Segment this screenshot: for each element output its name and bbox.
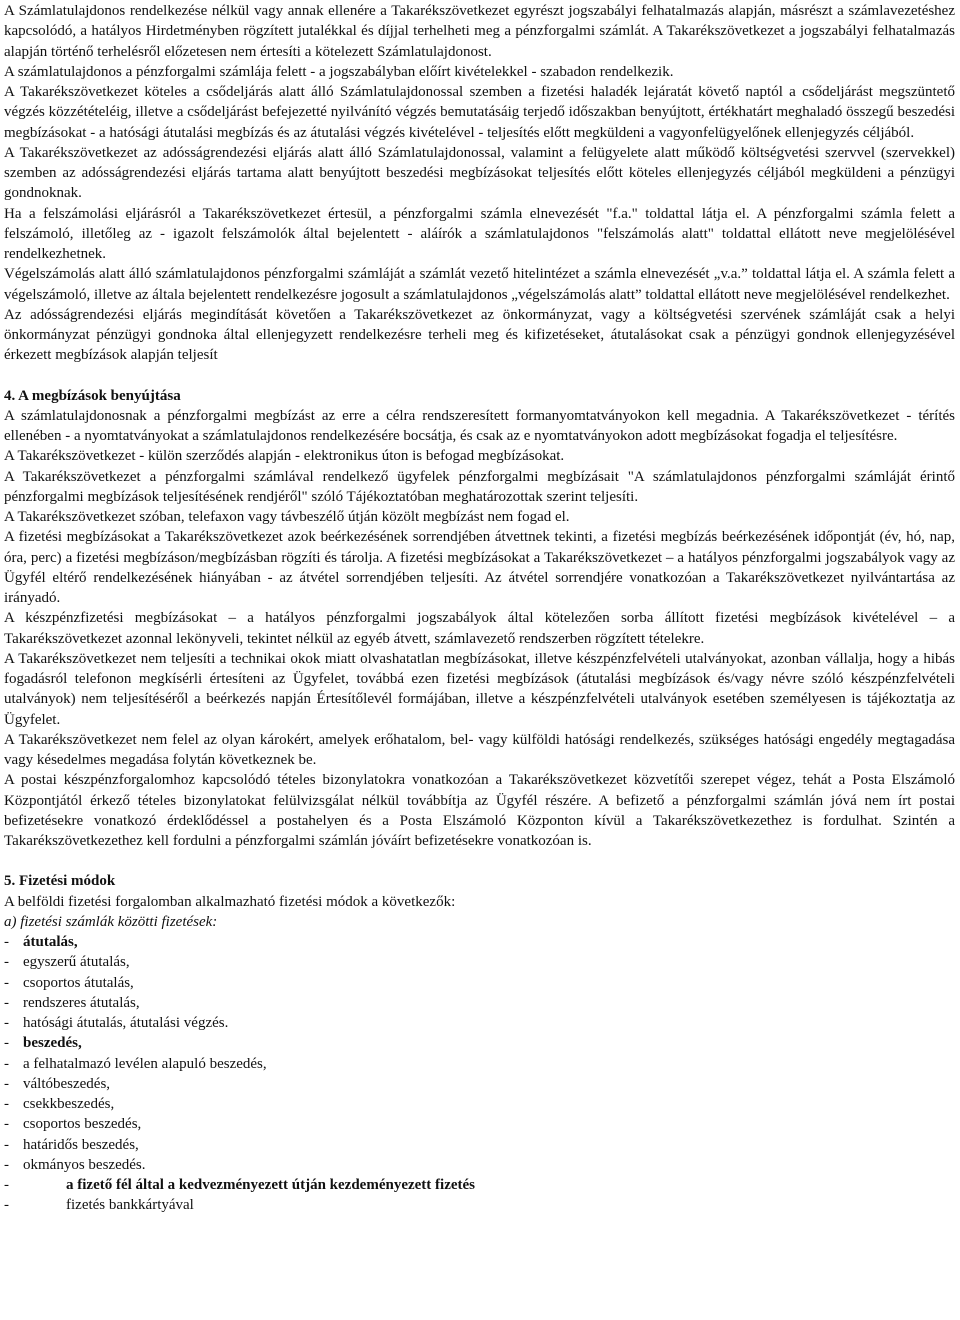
paragraph: A postai készpénzforgalomhoz kapcsolódó tételes bizonylatokra vonatkozóan a Takarékszövetkezet közvetítői szerepet végez, tehát a Posta Elszámoló Központjától érkező tételes bizonylatokat felülvizsgálat nélkül továbbítja az Ügyfél részére. A befizető a pénzforgalmi számlán jóvá nem írt postai befizetésekre vonatkozó érdeklődéssel a postahelyen és a Posta Elszámoló Központon kívül a Takarékszövetkezethez is fordulhat. Szintén a Takarékszövetkezethez kell fordulni a pénzforgalmi számlán jóváírt befizetésekre vonatkozóan is. [4, 772, 955, 849]
list-item [4, 932, 955, 952]
list-item [4, 993, 955, 1013]
list-item [4, 1013, 955, 1033]
payment-methods-list [4, 932, 955, 1216]
section4-body [4, 406, 955, 852]
dash-marker: - [4, 1197, 9, 1214]
paragraph: A Takarékszövetkezet az adósságrendezési eljárás alatt álló Számlatulajdonossal, valamint a felügyelete alatt működő költségvetési szervvel (szervekkel) szemben az adósságrendezési eljárás tartama alatt benyújtott beszedési megbízásokat teljesítés előtt köteles ellenjegyzés céljából megküldeni a pénzügyi gondnoknak. [4, 144, 955, 202]
dash-marker: - [4, 1116, 9, 1133]
list-item [4, 973, 955, 993]
list-item-text: okmányos beszedés. [23, 1156, 146, 1173]
dash-marker: - [4, 1015, 9, 1031]
group-title-suffix: , [78, 1035, 82, 1052]
paragraph: A Takarékszövetkezet nem teljesíti a technikai okok miatt olvashatatlan megbízásokat, illetve készpénzfelvételi utalványokat, azonban vállalja, hogy a hibás fogadásról telefonon megkísérli értesíteni az Ügyfelet, továbbá ezen fizetési megbízások (átutalási megbízások és/vagy névre szóló készpénzfelvételi utalványok) nem teljesítéséről a beérkezés napján Értesítőlevél formájában, illetve a készpénzfelvételi utalványok esetében személyesen is tájékoztatja az Ügyfelet. [4, 650, 955, 728]
list-item-text: fizetés bankkártyával [66, 1197, 194, 1214]
dash-marker: - [4, 1055, 9, 1072]
paragraph: A fizetési megbízásokat a Takarékszövetkezet azok beérkezésének sorrendjében átvettnek tekinti, a fizetési megbízás beérkezésének időpontját (év, hó, nap, óra, perc) a fizetési megbízáson/megbízásban rögzíti és tárolja. A fizetési megbízásokat a Takarékszövetkezet – a hatályos pénzforgalmi jogszabályok vagy az Ügyfél eltérő rendelkezésének hiányában - az átvétel sorrendjében teljesíti. Az átvétel sorrendjére vonatkozóan a Takarékszövetkezet nyilvántartása az irányadó. [4, 529, 955, 606]
section-gap [4, 851, 955, 871]
section-prev-body [4, 1, 955, 366]
dash-marker: - [4, 974, 9, 991]
dash-marker: - [4, 934, 9, 950]
dash-marker: - [4, 1136, 9, 1153]
section-intro: A belföldi fizetési forgalomban alkalmazható fizetési módok a következők: [4, 893, 456, 910]
section-heading: 4. A megbízások benyújtása [4, 387, 181, 404]
dash-marker: - [4, 1075, 9, 1092]
list-item [4, 1074, 955, 1094]
list-item [4, 1094, 955, 1114]
dash-marker: - [4, 1177, 9, 1193]
list-item [4, 1155, 955, 1175]
list-item-text: csoportos átutalás, [23, 974, 134, 991]
paragraph: A Takarékszövetkezet szóban, telefaxon vagy távbeszélő útján közölt megbízást nem fogad el. [4, 509, 570, 525]
paragraph: A készpénzfizetési megbízásokat – a hatályos pénzforgalmi jogszabályok által kötelezően sorba állított fizetési megbízások kivételével – a Takarékszövetkezet azonnal lekönyveli, tekintet nélkül az egyéb átvett, számlavezető rendszerben rögzített tételekre. [4, 610, 955, 647]
list-item-text: váltóbeszedés, [23, 1075, 111, 1092]
list-item-text: csoportos beszedés, [23, 1116, 142, 1133]
list-item [4, 1054, 955, 1074]
paragraph: A Takarékszövetkezet a pénzforgalmi számlával rendelkező ügyfelek pénzforgalmi megbízásait "A számlatulajdonos pénzforgalmi számláját érintő pénzforgalmi megbízások teljesítésének rendjéről" szóló Tájékoztatóban meghatározottak szerint teljesíti. [4, 468, 955, 505]
paragraph: A Takarékszövetkezet köteles a csődeljárás alatt álló Számlatulajdonossal szemben a fizetési haladék lejáratát követő naptól a csődeljárást megszüntető végzés közzétételéig, illetve a csődeljárást befejezetté nyilvánító végzés bemutatásáig terjedő időszakban benyújtott, értékhatárt meghaladó összegű beszedési megbízásokat - a hatósági átutalási megbízás és az átutalási végzés kivételével - teljesítés előtt megküldeni a vagyonfelügyelőnek ellenjegyzés céljából. [4, 84, 955, 141]
paragraph: Az adósságrendezési eljárás megindítását követően a Takarékszövetkezet az önkormányzat, vagy a költségvetési szervének számláját csak a helyi önkormányzat pénzügyi gondnoka által ellenjegyzett rendelkezésre terheli meg és kifizetéseket, átutalásokat csak a pénzügyi gondnok ellenjegyzésével érkezett megbízások alapján teljesít [4, 306, 955, 364]
dash-marker: - [4, 954, 9, 971]
paragraph: A számlatulajdonosnak a pénzforgalmi megbízást az erre a célra rendszeresített formanyomtatványokon kell megadnia. A Takarékszövetkezet - térítés ellenében - a nyomtatványokat a számlatulajdonos rendelkezésére bocsátja, és csak az e nyomtatványokon adott megbízásokat fogadja el teljesítésre. [4, 407, 955, 444]
paragraph: A számlatulajdonos a pénzforgalmi számlája felett - a jogszabályban előírt kivételekkel - szabadon rendelkezik. [4, 63, 674, 80]
group-title-suffix: , [73, 934, 78, 950]
dash-marker: - [4, 1035, 9, 1052]
list-item-text: a felhatalmazó levélen alapuló beszedés, [23, 1055, 267, 1072]
list-item-text: a fizető fél által a kedvezményezett útján kezdeményezett fizetés [66, 1177, 475, 1193]
group-title: beszedés [23, 1035, 78, 1052]
list-item [4, 1195, 955, 1215]
list-item [4, 952, 955, 972]
list-item [4, 1033, 955, 1053]
group-title: átutalás [23, 934, 74, 950]
paragraph: A Takarékszövetkezet nem felel az olyan károkért, amelyek erőhatalom, bel- vagy külföldi hatósági rendelkezés, szükséges hatósági engedély megtagadása vagy késedelmes megadása folytán következnek be. [4, 731, 955, 768]
dash-marker: - [4, 1096, 9, 1112]
paragraph: Végelszámolás alatt álló számlatulajdonos pénzforgalmi számláját a számlát vezető hitelintézet a számla elnevezését „v.a.” toldattal látja el. A számla felett a végelszámoló, illetve az általa bejelentett rendelkezésre jogosult a számlatulajdonos „végelszámolás alatt” toldattal ellátott neve megjelölésével rendelkezhet. [4, 266, 955, 303]
subsection-heading: a) fizetési számlák közötti fizetések: [4, 913, 218, 930]
paragraph: A Takarékszövetkezet - külön szerződés alapján - elektronikus úton is befogad megbízásokat. [4, 448, 565, 465]
list-item-text: hatósági átutalás, átutalási végzés. [23, 1015, 229, 1031]
list-item [4, 1175, 955, 1195]
list-item [4, 1114, 955, 1134]
dash-marker: - [4, 994, 9, 1011]
list-item-text: egyszerű átutalás, [23, 954, 130, 971]
section-gap [4, 366, 955, 386]
paragraph: Ha a felszámolási eljárásról a Takarékszövetkezet értesül, a pénzforgalmi számla elnevezését "f.a." toldattal látja el. A pénzforgalmi számla felett a felszámoló, illetőleg az - igazolt felszámolók által bejelentett - aláírók a számlatulajdonos "felszámolás alatt" toldattal ellátott neve megjelölésével rendelkezhetnek. [4, 205, 955, 262]
section-heading: 5. Fizetési módok [4, 873, 116, 890]
list-item [4, 1135, 955, 1155]
list-item-text: rendszeres átutalás, [23, 994, 140, 1011]
paragraph: A Számlatulajdonos rendelkezése nélkül vagy annak ellenére a Takarékszövetkezet egyrészt jogszabályi felhatalmazás alapján, másrészt a számlavezetéshez kapcsolódó, a hatályos Hirdetményben rögzített jutalékkal és díjjal terhelheti meg a pénzforgalmi számlát. A Takarékszövetkezet a jogszabályi felhatalmazás alapján történő terhelésről előzetesen nem értesíti a kötelezett Számlatulajdonost. [4, 3, 955, 60]
list-item-text: határidős beszedés, [23, 1136, 139, 1153]
dash-marker: - [4, 1156, 9, 1173]
list-item-text: csekkbeszedés, [23, 1096, 115, 1112]
